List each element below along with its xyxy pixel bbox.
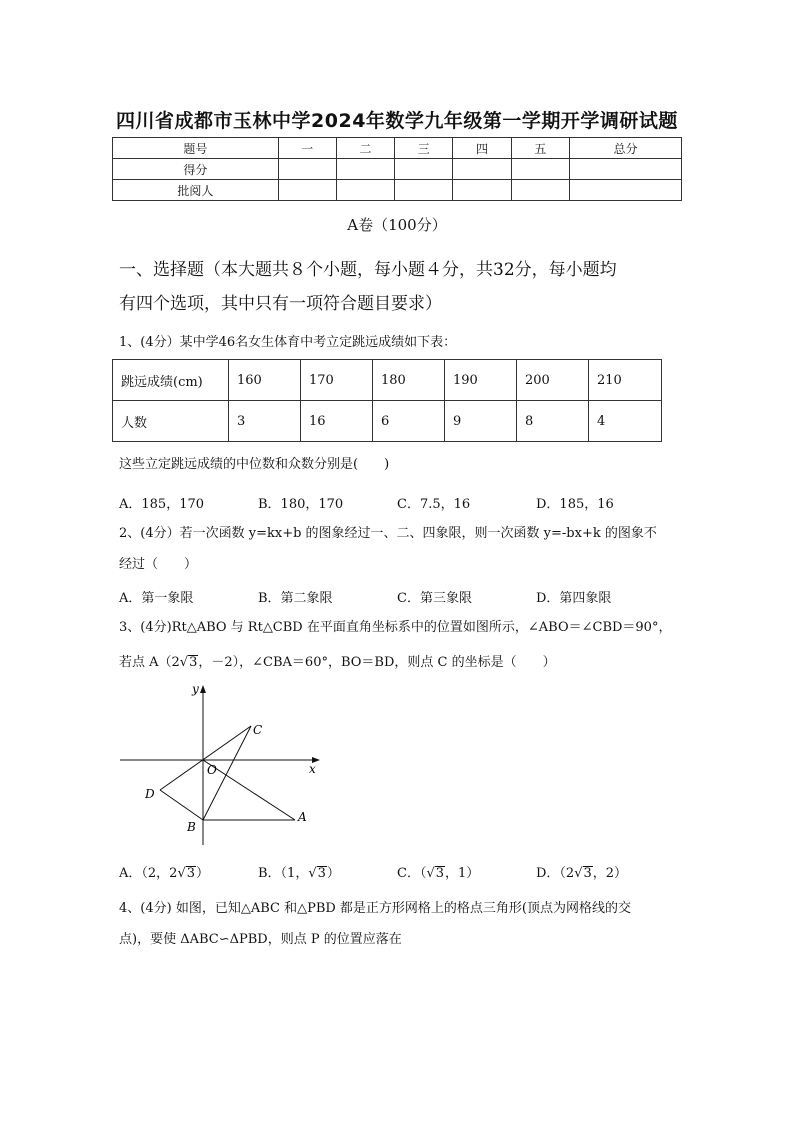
score-row-label: 得分 (113, 159, 279, 180)
q3-line1: 3、(4分)Rt△ABO 与 Rt△CBD 在平面直角坐标系中的位置如图所示，∠ABO＝∠CBD＝90°， (119, 620, 672, 635)
label-d: D (145, 787, 155, 801)
score-cell (511, 159, 569, 180)
sqrt-symbol (574, 866, 593, 881)
q3-option-text: ） (196, 866, 210, 881)
q3-option-text: ） (326, 866, 340, 881)
score-header-cell: 五 (511, 138, 569, 159)
score-table-row (113, 180, 682, 201)
label-x: x (309, 762, 316, 776)
q3-option-text: ，2） (592, 866, 628, 881)
label-y: y (192, 682, 199, 696)
section-a-title: A卷（100分） (347, 216, 447, 234)
score-table-row (113, 159, 682, 180)
sqrt-radicand: 3 (186, 866, 196, 881)
score-header-cell: 一 (278, 138, 336, 159)
sqrt-radicand: 3 (435, 866, 445, 881)
score-cell (395, 159, 453, 180)
score-header-cell: 题号 (113, 138, 279, 159)
score-cell (569, 159, 681, 180)
q1-option-c: C．7.5，16 (397, 497, 471, 512)
q1-option-d: D．185，16 (536, 497, 614, 512)
label-c: C (253, 723, 263, 737)
sqrt-symbol (177, 866, 196, 881)
q4-line1: 4、(4分) 如图，已知△ABC 和△PBD 都是正方形网格上的格点三角形(顶点为网格线的交 (119, 901, 632, 916)
score-header-cell: 总分 (569, 138, 681, 159)
sqrt-radicand: 3 (189, 655, 198, 670)
segment-dc (160, 726, 251, 790)
q1-stem: 1、(4分）某中学46名女生体育中考立定跳远成绩如下表： (119, 335, 457, 350)
q3-option-text: B．（1， (258, 866, 309, 881)
label-a: A (298, 810, 307, 824)
q1-cell: 160 (229, 360, 301, 401)
q1-cell: 9 (445, 401, 517, 442)
q1-cell: 200 (517, 360, 589, 401)
score-table-header-row (113, 138, 682, 159)
q2-line2: 经过（ ） (119, 557, 198, 572)
label-o: O (207, 763, 217, 777)
q2-option-b: B．第二象限 (258, 591, 333, 606)
q4-line2: 点)，要使 ΔABC∽ΔPBD，则点 P 的位置应落在 (119, 932, 402, 947)
score-header-cell: 二 (336, 138, 394, 159)
q3-option-text: C．（ (397, 866, 427, 881)
q1-cell: 人数 (113, 401, 229, 442)
q3-option-b (258, 862, 340, 881)
sqrt-symbol (426, 866, 445, 881)
label-b: B (187, 820, 196, 834)
q3-option-d (536, 862, 627, 881)
score-cell (453, 159, 511, 180)
q3-line2-text: 若点 A（2 (119, 655, 180, 670)
q3-option-text: A．（2，2 (119, 866, 178, 881)
q1-option-a: A．185，170 (119, 497, 205, 512)
score-cell (336, 180, 394, 201)
q2-option-c: C．第三象限 (397, 591, 472, 606)
sqrt-radicand: 3 (317, 866, 326, 881)
q1-cell: 16 (301, 401, 373, 442)
q1-cell: 170 (301, 360, 373, 401)
score-header-cell: 三 (395, 138, 453, 159)
q3-option-c (397, 862, 479, 881)
q1-table-row (113, 401, 662, 442)
score-cell (336, 159, 394, 180)
q1-cell: 3 (229, 401, 301, 442)
q1-cell: 190 (445, 360, 517, 401)
part1-heading (119, 253, 689, 321)
q3-option-a (119, 862, 209, 881)
sqrt-symbol (180, 655, 199, 670)
part1-heading-line2: 有四个选项，其中只有一项符合题目要求） (119, 294, 442, 314)
q1-cell: 210 (589, 360, 662, 401)
page-title: 四川省成都市玉林中学2024年数学九年级第一学期开学调研试题 (116, 110, 678, 132)
q3-option-text: ，1） (445, 866, 480, 881)
q1-cell: 4 (589, 401, 662, 442)
score-cell (569, 180, 681, 201)
q3-line2-text: ，－2），∠CBA＝60°，BO＝BD，则点 C 的坐标是（ ） (198, 655, 556, 670)
score-header-cell: 四 (453, 138, 511, 159)
score-cell (511, 180, 569, 201)
q1-cell: 跳远成绩(cm) (113, 360, 229, 401)
segment-db (160, 790, 203, 820)
q1-table (112, 359, 662, 442)
q1-cell: 6 (373, 401, 445, 442)
q3-option-text: D．（2 (536, 866, 575, 881)
q2-option-a: A．第一象限 (119, 591, 194, 606)
q3-line2 (119, 653, 556, 673)
score-table (112, 137, 682, 201)
q1-option-b: B．180，170 (258, 497, 344, 512)
q3-figure (115, 680, 335, 850)
q1-question: 这些立定跳远成绩的中位数和众数分别是( ) (119, 457, 390, 472)
sqrt-symbol (308, 866, 327, 881)
score-row-label: 批阅人 (113, 180, 279, 201)
q1-cell: 8 (517, 401, 589, 442)
score-cell (278, 159, 336, 180)
q2-line1: 2、(4分）若一次函数 y=kx+b 的图象经过一、二、四象限，则一次函数 y=-bx+k 的图象不 (119, 526, 657, 541)
q2-option-d: D．第四象限 (536, 591, 612, 606)
q1-cell: 180 (373, 360, 445, 401)
q1-table-row (113, 360, 662, 401)
score-cell (395, 180, 453, 201)
y-axis-arrow (200, 685, 206, 693)
sqrt-radicand: 3 (583, 866, 592, 881)
score-cell (278, 180, 336, 201)
part1-heading-line1: 一、选择题（本大题共８个小题，每小题４分，共32分，每小题均 (119, 260, 617, 280)
score-cell (453, 180, 511, 201)
